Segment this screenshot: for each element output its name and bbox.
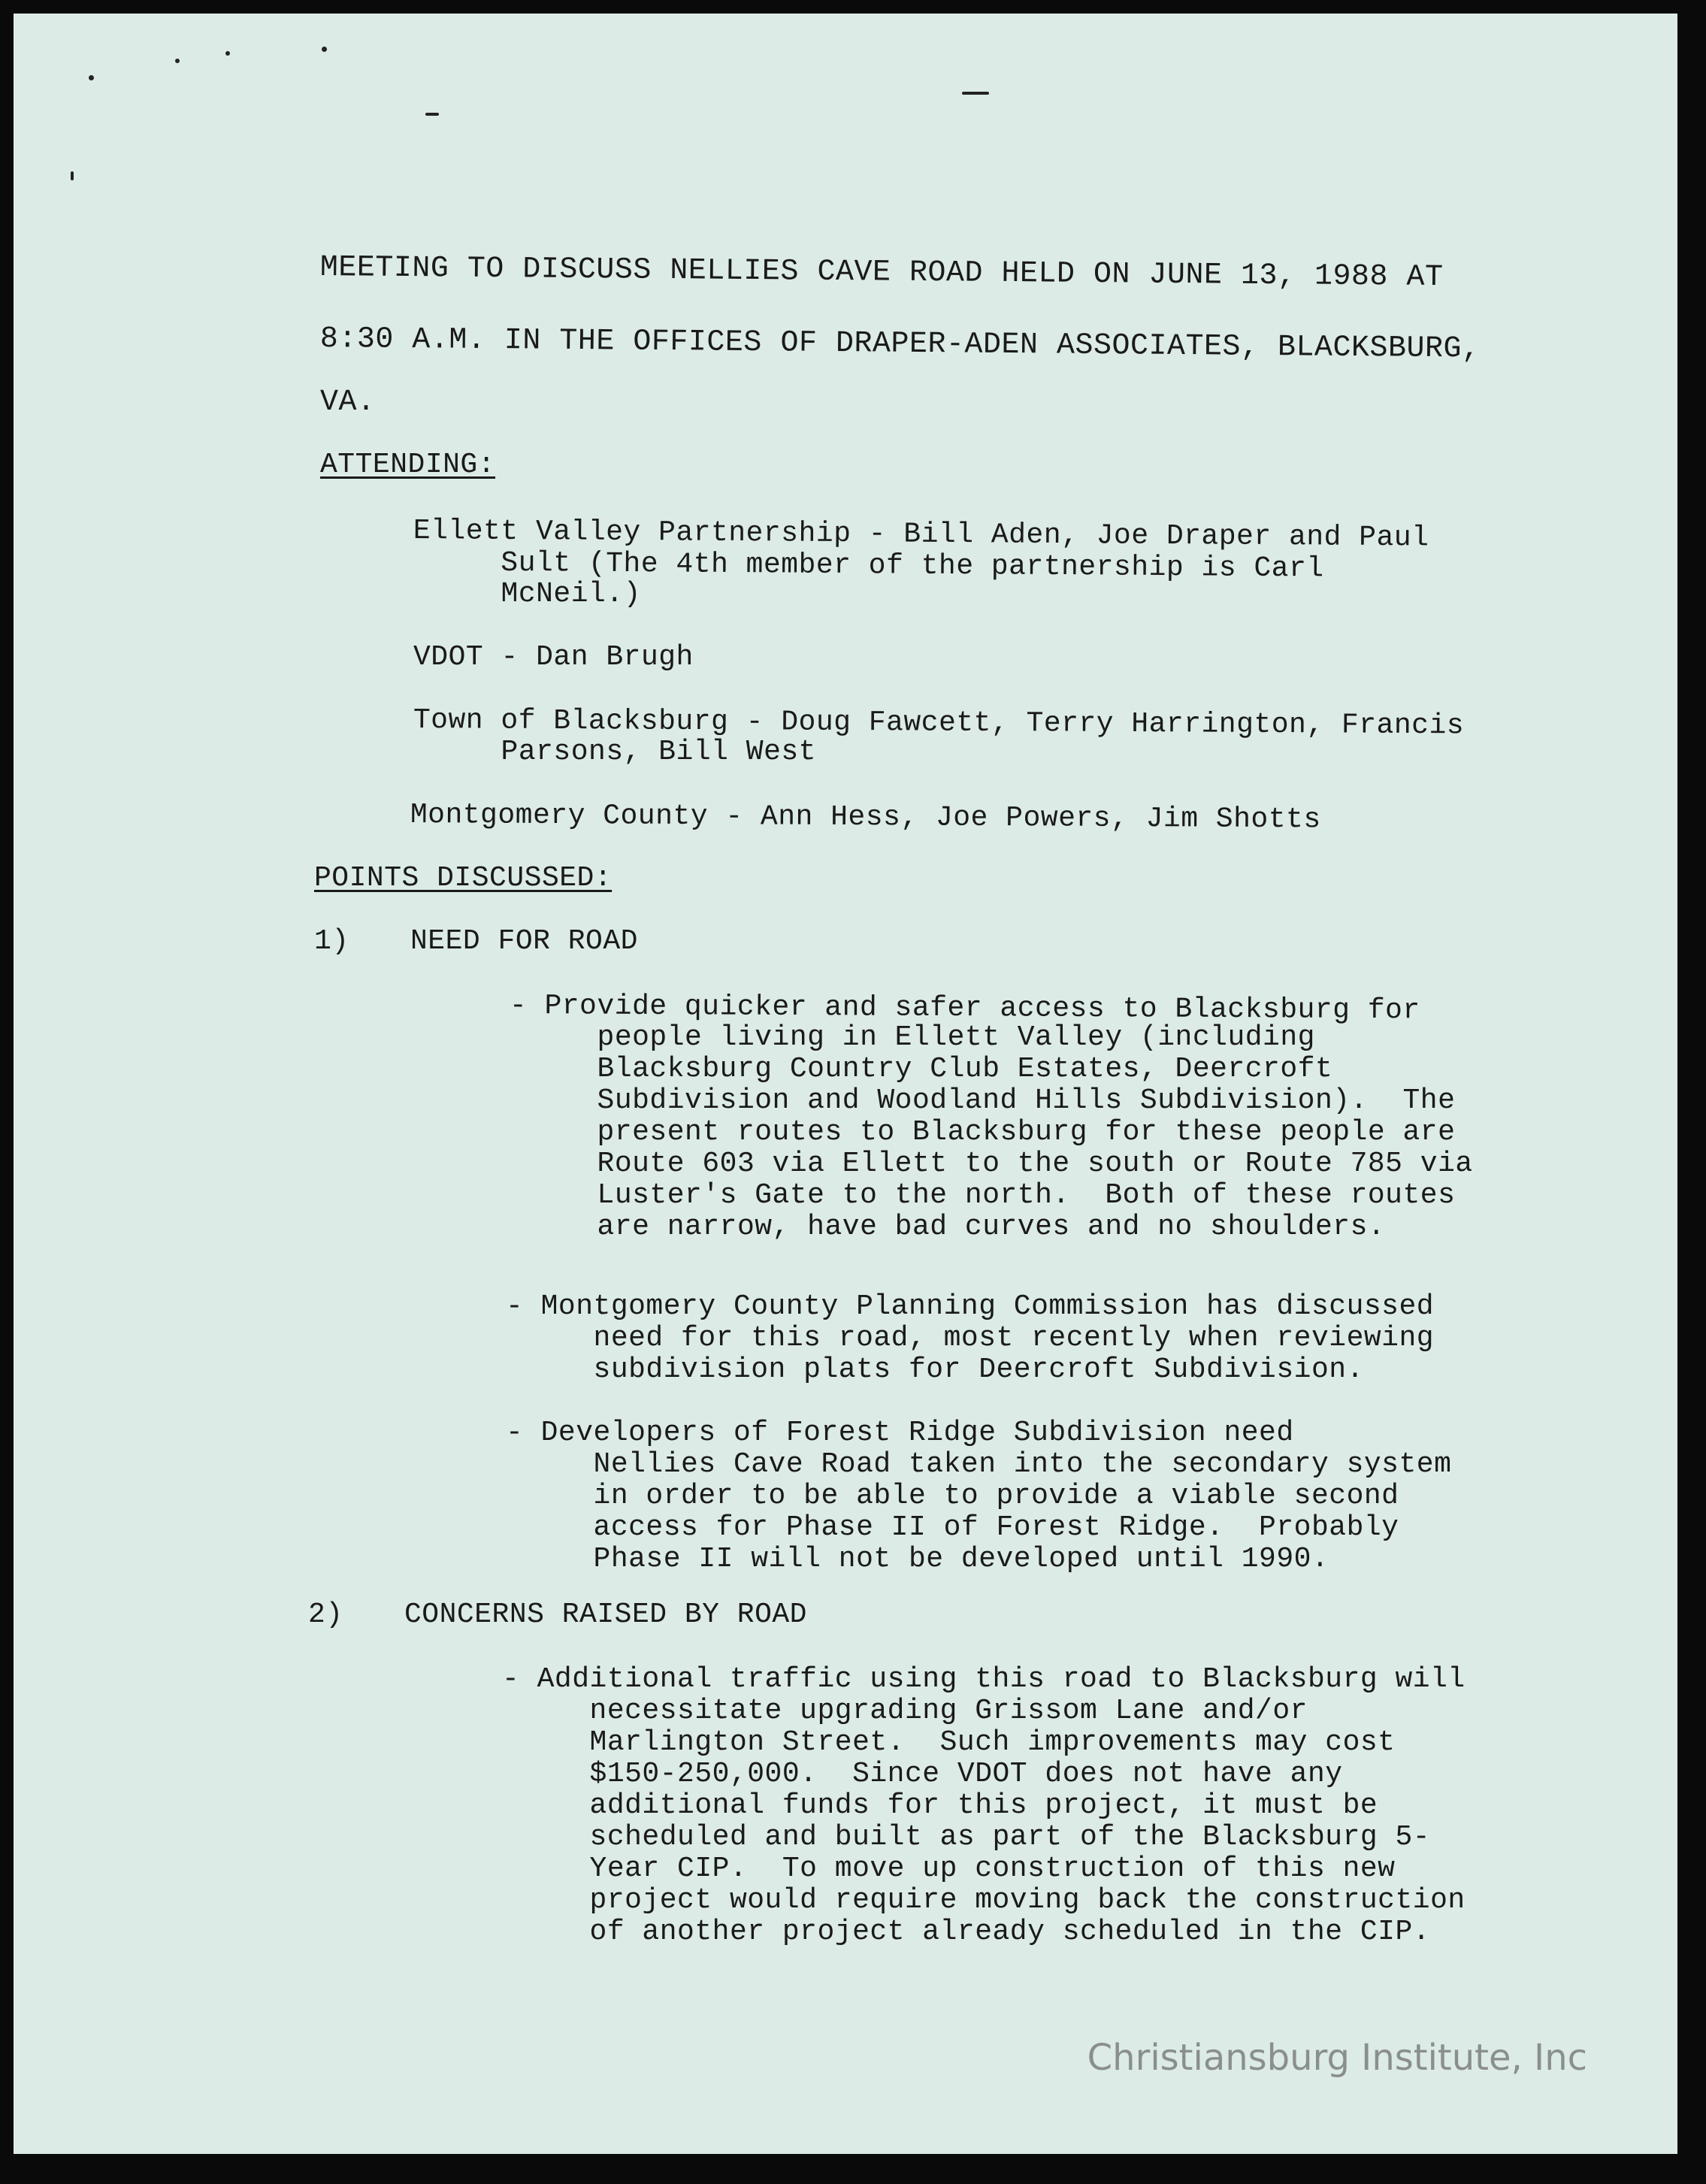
point-number: 2)	[308, 1599, 343, 1631]
attending-entry-vdot: VDOT - Dan Brugh	[413, 641, 694, 673]
watermark-text: Christiansburg Institute, Inc	[1087, 2037, 1587, 2079]
bullet-line: of another project already scheduled in the CIP.	[502, 1916, 1431, 1948]
bullet-line: present routes to Blacksburg for these people are	[510, 1116, 1456, 1148]
attending-line: Parsons, Bill West	[413, 736, 816, 768]
speck-mark	[89, 75, 94, 80]
header-line-1: MEETING TO DISCUSS NELLIES CAVE ROAD HELD ON JUNE 13, 1988 AT	[319, 251, 1444, 295]
attending-line: McNeil.)	[413, 578, 641, 610]
bullet-line: project would require moving back the construction	[502, 1884, 1466, 1916]
point-title: NEED FOR ROAD	[410, 925, 638, 957]
bullet-line: Subdivision and Woodland Hills Subdivision). The	[510, 1084, 1456, 1117]
bullet-line: need for this road, most recently when reviewing	[506, 1322, 1435, 1354]
attending-line: Ellett Valley Partnership - Bill Aden, Joe Draper and Paul	[413, 515, 1429, 555]
speck-mark	[175, 59, 180, 63]
points-heading: POINTS DISCUSSED:	[314, 862, 613, 894]
header-line-3: VA.	[320, 386, 376, 419]
bullet-line: necessitate upgrading Grissom Lane and/or	[502, 1695, 1308, 1727]
attending-entry-montgomery-county: Montgomery County - Ann Hess, Joe Powers, Jim Shotts	[410, 799, 1321, 836]
bullet-line: - Additional traffic using this road to Blacksburg will	[502, 1663, 1466, 1695]
bullet-line: access for Phase II of Forest Ridge. Probably	[506, 1511, 1399, 1544]
bullet-line: - Provide quicker and safer access to Blacksburg for	[509, 990, 1420, 1027]
bullet-line: Nellies Cave Road taken into the secondary system	[506, 1448, 1452, 1481]
speck-mark	[225, 51, 230, 56]
bullet-line: Luster's Gate to the north. Both of these routes	[510, 1179, 1456, 1211]
attending-heading: ATTENDING:	[320, 449, 496, 481]
bullet-line: scheduled and built as part of the Blacksburg 5-	[502, 1821, 1431, 1853]
bullet-line: $150-250,000. Since VDOT does not have any	[502, 1758, 1343, 1790]
bullet-line: Year CIP. To move up construction of this new	[502, 1853, 1396, 1885]
bullet-line: - Montgomery County Planning Commission has discussed	[506, 1290, 1435, 1323]
speck-mark	[425, 113, 439, 116]
bullet-line: Blacksburg Country Club Estates, Deercroft	[510, 1053, 1333, 1085]
bullet-line: Marlington Street. Such improvements may cost	[502, 1726, 1396, 1759]
bullet-line: people living in Ellett Valley (including	[510, 1021, 1315, 1054]
header-line-2: 8:30 A.M. IN THE OFFICES OF DRAPER-ADEN ASSOCIATES, BLACKSBURG,	[319, 322, 1481, 367]
bullet-line: Phase II will not be developed until 1990.	[506, 1543, 1329, 1575]
bullet-line: are narrow, have bad curves and no shoulders.	[510, 1211, 1386, 1243]
bullet-line: Route 603 via Ellett to the south or Route 785 via	[510, 1148, 1473, 1180]
speck-mark	[962, 92, 989, 95]
point-title: CONCERNS RAISED BY ROAD	[404, 1599, 807, 1631]
document-page	[14, 14, 1677, 2154]
speck-mark	[322, 47, 327, 52]
bullet-line: in order to be able to provide a viable second	[506, 1480, 1399, 1512]
speck-mark	[71, 171, 74, 180]
attending-line: Sult (The 4th member of the partnership is Carl	[413, 546, 1324, 585]
bullet-line: subdivision plats for Deercroft Subdivision.	[506, 1354, 1364, 1386]
bullet-line: additional funds for this project, it must be	[502, 1789, 1378, 1822]
attending-line: Town of Blacksburg - Doug Fawcett, Terry Harrington, Francis	[413, 704, 1465, 743]
point-number: 1)	[314, 925, 349, 957]
bullet-line: - Developers of Forest Ridge Subdivision need	[506, 1417, 1294, 1449]
